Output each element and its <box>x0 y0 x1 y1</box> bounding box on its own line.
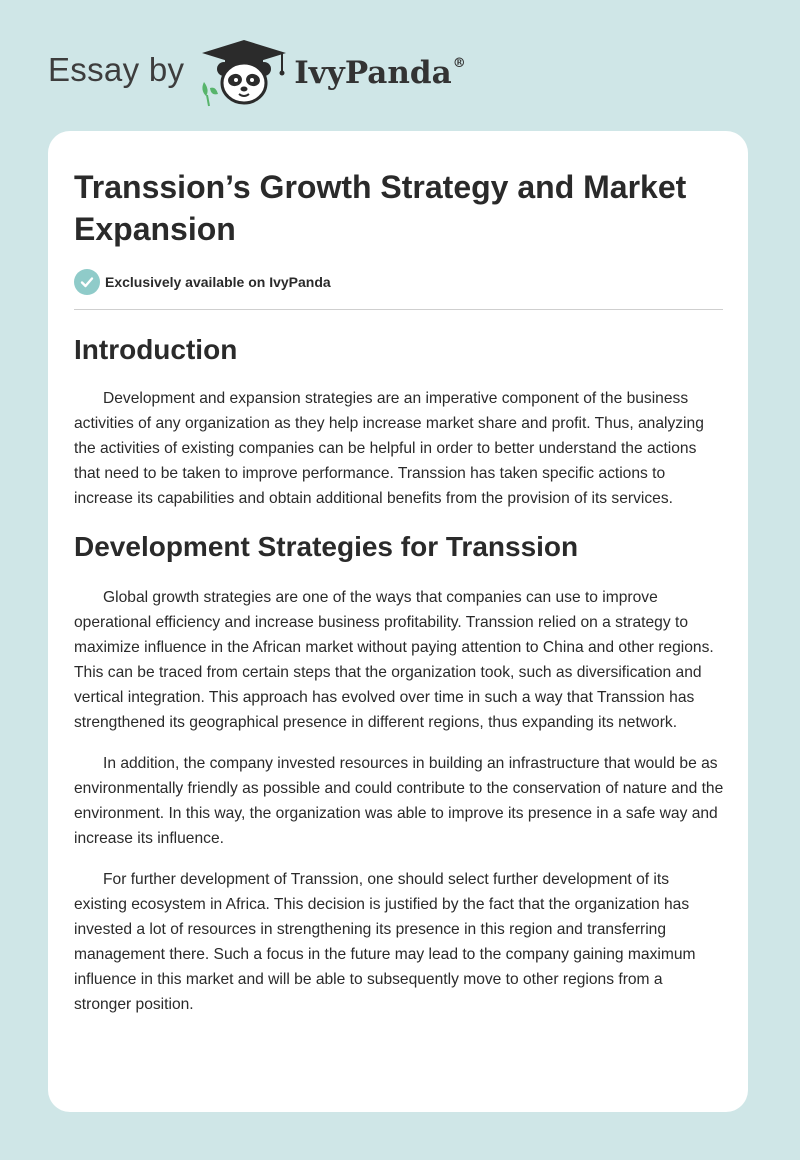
brand-header[interactable] <box>48 38 466 108</box>
brand-name: IvyPanda® <box>294 55 466 91</box>
page-title: Transsion’s Growth Strategy and Market Expansion <box>74 169 687 247</box>
panda-logo-icon <box>198 38 290 108</box>
paragraph: For further development of Transsion, one should select further development of its existing ecosystem in Africa. This decision is justified by the fact that the organization has invested a lot of resources in strengthening its presence in this region and transferring management there. Such a focus in the future may lead to the company gaining maximum influence in this market and will be able to subsequently move to other regions from a stronger position. <box>74 871 696 1013</box>
check-icon <box>74 269 100 295</box>
section-heading-introduction: Introduction <box>74 334 238 365</box>
paragraph: In addition, the company invested resources in building an infrastructure that would be as environmentally friendly as possible and could contribute to the conservation of nature and the environment. In this way, the organization was able to improve its presence in a safe way and increase its influence. <box>74 755 724 847</box>
paragraph: Development and expansion strategies are an imperative component of the business activities of any organization as they help increase market share and profit. Thus, analyzing the activities of existing companies can be helpful in order to better understand the actions that need to be taken to improve performance. Transsion has taken specific actions to increase its capabilities and obtain additional benefits from the provision of its services. <box>74 390 704 507</box>
divider <box>74 309 723 310</box>
leaf-icon <box>203 82 219 106</box>
exclusive-badge <box>74 268 722 296</box>
brand-prefix: Essay by <box>48 51 185 88</box>
paragraph: Global growth strategies are one of the ways that companies can use to improve operational efficiency and increase business profitability. Transsion relied on a strategy to maximize influence in the African market without paying attention to China and other regions. This can be traced from certain steps that the organization took, such as diversification and vertical integration. This approach has evolved over time in such a way that Transsion has strengthened its geographical presence in different regions, thus expanding its network. <box>74 589 714 731</box>
article-card <box>48 131 748 1112</box>
exclusive-label: Exclusively available on IvyPanda <box>105 274 331 290</box>
section-heading-development: Development Strategies for Transsion <box>74 531 579 562</box>
